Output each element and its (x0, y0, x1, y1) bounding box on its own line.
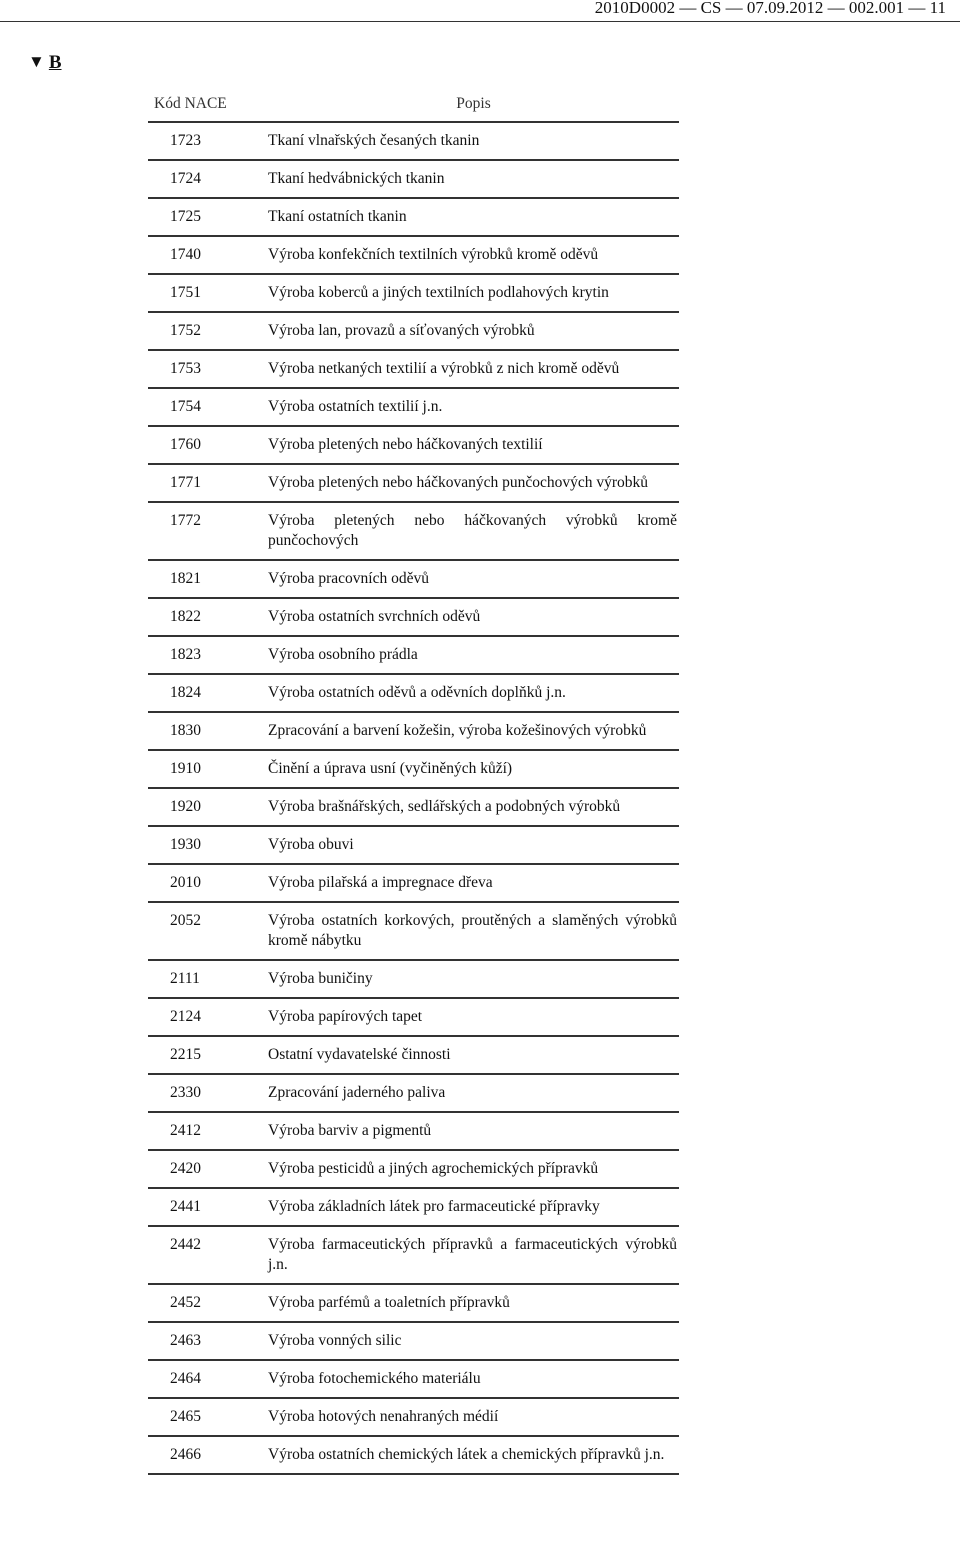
description-cell: Výroba osobního prádla (268, 636, 679, 674)
table-row (148, 560, 679, 598)
table-row (148, 598, 679, 636)
nace-code-cell: 2465 (148, 1398, 268, 1436)
description-cell: Výroba farmaceutických přípravků a farmaceutických výrobků j.n. (268, 1226, 679, 1284)
column-header-description: Popis (268, 86, 679, 122)
description-cell: Výroba brašnářských, sedlářských a podobných výrobků (268, 788, 679, 826)
nace-code-cell: 1725 (148, 198, 268, 236)
table-row (148, 636, 679, 674)
table-row (148, 960, 679, 998)
table-row (148, 1322, 679, 1360)
description-cell: Výroba lan, provazů a síťovaných výrobků (268, 312, 679, 350)
nace-code-cell: 1751 (148, 274, 268, 312)
header-rule (0, 21, 960, 22)
nace-code-cell: 1752 (148, 312, 268, 350)
description-cell: Činění a úprava usní (vyčiněných kůží) (268, 750, 679, 788)
table-row (148, 1112, 679, 1150)
table-row (148, 198, 679, 236)
description-cell: Výroba barviv a pigmentů (268, 1112, 679, 1150)
table-row (148, 502, 679, 560)
description-cell: Výroba papírových tapet (268, 998, 679, 1036)
table-row (148, 788, 679, 826)
description-cell: Výroba pletených nebo háčkovaných punčochových výrobků (268, 464, 679, 502)
description-cell: Výroba ostatních chemických látek a chemických přípravků j.n. (268, 1436, 679, 1474)
description-cell: Výroba buničiny (268, 960, 679, 998)
description-cell: Výroba hotových nenahraných médií (268, 1398, 679, 1436)
nace-code-cell: 1723 (148, 122, 268, 160)
description-cell: Výroba pletených nebo háčkovaných textilií (268, 426, 679, 464)
description-cell: Výroba pracovních oděvů (268, 560, 679, 598)
marker-label: B (48, 52, 62, 73)
description-cell: Výroba ostatních textilií j.n. (268, 388, 679, 426)
description-cell: Výroba netkaných textilií a výrobků z nich kromě oděvů (268, 350, 679, 388)
table-row (148, 1284, 679, 1322)
document-header (0, 0, 960, 22)
description-cell: Tkaní hedvábnických tkanin (268, 160, 679, 198)
nace-code-cell: 1822 (148, 598, 268, 636)
table-row (148, 1398, 679, 1436)
table-row (148, 160, 679, 198)
table-row (148, 426, 679, 464)
nace-code-cell: 1920 (148, 788, 268, 826)
nace-code-cell: 2215 (148, 1036, 268, 1074)
table-row (148, 350, 679, 388)
table-row (148, 1436, 679, 1474)
table-row (148, 1036, 679, 1074)
nace-code-cell: 1772 (148, 502, 268, 560)
description-cell: Výroba základních látek pro farmaceutické přípravky (268, 1188, 679, 1226)
nace-code-cell: 2420 (148, 1150, 268, 1188)
nace-code-cell: 1910 (148, 750, 268, 788)
table-row (148, 674, 679, 712)
nace-code-cell: 1740 (148, 236, 268, 274)
nace-code-cell: 1821 (148, 560, 268, 598)
nace-code-cell: 2111 (148, 960, 268, 998)
description-cell: Výroba fotochemického materiálu (268, 1360, 679, 1398)
down-triangle-icon: ▼ (28, 52, 45, 71)
nace-code-cell: 2010 (148, 864, 268, 902)
description-cell: Výroba pesticidů a jiných agrochemických přípravků (268, 1150, 679, 1188)
nace-code-cell: 2412 (148, 1112, 268, 1150)
description-cell: Výroba konfekčních textilních výrobků kromě oděvů (268, 236, 679, 274)
description-cell: Výroba ostatních svrchních oděvů (268, 598, 679, 636)
amendment-marker (28, 52, 62, 74)
column-header-code: Kód NACE (148, 86, 268, 122)
nace-code-cell: 1823 (148, 636, 268, 674)
nace-code-cell: 2464 (148, 1360, 268, 1398)
nace-code-cell: 2452 (148, 1284, 268, 1322)
table-row (148, 998, 679, 1036)
nace-code-cell: 1824 (148, 674, 268, 712)
nace-code-cell: 1760 (148, 426, 268, 464)
nace-code-cell: 1771 (148, 464, 268, 502)
table-row (148, 122, 679, 160)
table-row (148, 826, 679, 864)
nace-code-cell: 2441 (148, 1188, 268, 1226)
nace-code-cell: 1830 (148, 712, 268, 750)
table-row (148, 750, 679, 788)
nace-code-cell: 2463 (148, 1322, 268, 1360)
description-cell: Výroba pilařská a impregnace dřeva (268, 864, 679, 902)
table-row (148, 1188, 679, 1226)
description-cell: Výroba pletených nebo háčkovaných výrobků kromě punčochových (268, 502, 679, 560)
table-row (148, 1360, 679, 1398)
table-row (148, 388, 679, 426)
description-cell: Tkaní vlnařských česaných tkanin (268, 122, 679, 160)
description-cell: Ostatní vydavatelské činnosti (268, 1036, 679, 1074)
table-row (148, 864, 679, 902)
description-cell: Výroba obuvi (268, 826, 679, 864)
table-row (148, 312, 679, 350)
table-header-row (148, 86, 679, 122)
table-row (148, 464, 679, 502)
description-cell: Zpracování a barvení kožešin, výroba kožešinových výrobků (268, 712, 679, 750)
description-cell: Výroba koberců a jiných textilních podlahových krytin (268, 274, 679, 312)
nace-code-cell: 2124 (148, 998, 268, 1036)
nace-code-cell: 2052 (148, 902, 268, 960)
description-cell: Výroba vonných silic (268, 1322, 679, 1360)
description-cell: Zpracování jaderného paliva (268, 1074, 679, 1112)
table-row (148, 1074, 679, 1112)
document-reference: 2010D0002 — CS — 07.09.2012 — 002.001 — 11 (587, 0, 946, 18)
description-cell: Výroba ostatních korkových, proutěných a slaměných výrobků kromě nábytku (268, 902, 679, 960)
nace-code-cell: 1754 (148, 388, 268, 426)
nace-code-cell: 2466 (148, 1436, 268, 1474)
table-row (148, 236, 679, 274)
description-cell: Výroba parfémů a toaletních přípravků (268, 1284, 679, 1322)
table-row (148, 712, 679, 750)
table-row (148, 902, 679, 960)
description-cell: Tkaní ostatních tkanin (268, 198, 679, 236)
nace-table (148, 86, 679, 1475)
nace-code-cell: 1930 (148, 826, 268, 864)
table-row (148, 274, 679, 312)
nace-code-cell: 1724 (148, 160, 268, 198)
table-row (148, 1226, 679, 1284)
table-row (148, 1150, 679, 1188)
description-cell: Výroba ostatních oděvů a oděvních doplňků j.n. (268, 674, 679, 712)
nace-code-cell: 2442 (148, 1226, 268, 1284)
nace-code-cell: 1753 (148, 350, 268, 388)
nace-code-cell: 2330 (148, 1074, 268, 1112)
table-body (148, 122, 679, 1474)
